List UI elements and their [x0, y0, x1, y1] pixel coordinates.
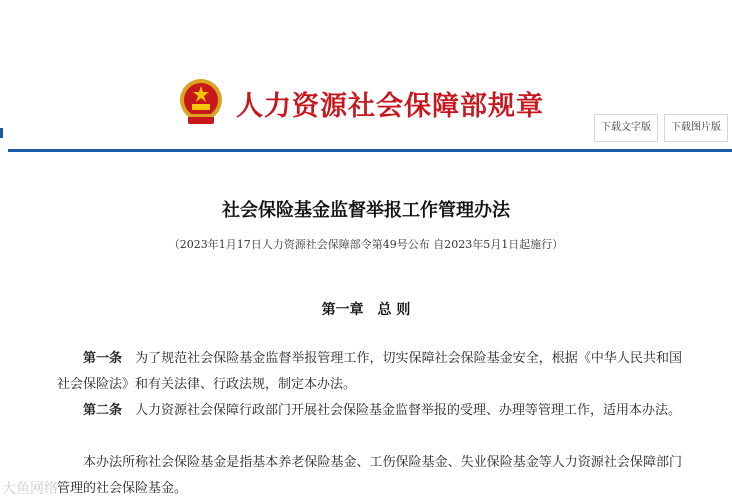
article-paragraph	[57, 346, 682, 398]
download-image-button[interactable]: 下载图片版	[664, 114, 728, 142]
document-title: 社会保险基金监督举报工作管理办法	[222, 200, 510, 221]
article-paragraph	[57, 398, 682, 424]
download-text-button[interactable]: 下载文字版	[594, 114, 658, 142]
national-emblem-icon	[178, 78, 224, 126]
site-header	[0, 0, 732, 152]
chapter-heading: 第一章 总 则	[321, 302, 411, 318]
side-marker	[0, 128, 3, 138]
article-paragraph	[57, 450, 682, 502]
article-text: 为了规范社会保险基金监督举报管理工作，切实保障社会保险基金安全，根据《中华人民共和国社会保险法》和有关法律、行政法规，制定本办法。	[57, 351, 682, 392]
article-heading: 第一条	[83, 351, 123, 366]
article-text: 本办法所称社会保险基金是指基本养老保险基金、工伤保险基金、失业保险基金等人力资源社会保障部门管理的社会保险基金。	[57, 455, 682, 496]
watermark: 大鱼网络	[2, 481, 58, 497]
header-divider	[8, 149, 732, 152]
site-title: 人力资源社会保障部规章	[236, 91, 544, 122]
article-heading: 第二条	[83, 403, 123, 418]
article-text: 人力资源社会保障行政部门开展社会保险基金监督举报的受理、办理等管理工作，适用本办法。	[122, 403, 682, 418]
document-subtitle: （2023年1月17日人力资源社会保障部令第49号公布 自2023年5月1日起施行）	[168, 238, 564, 251]
